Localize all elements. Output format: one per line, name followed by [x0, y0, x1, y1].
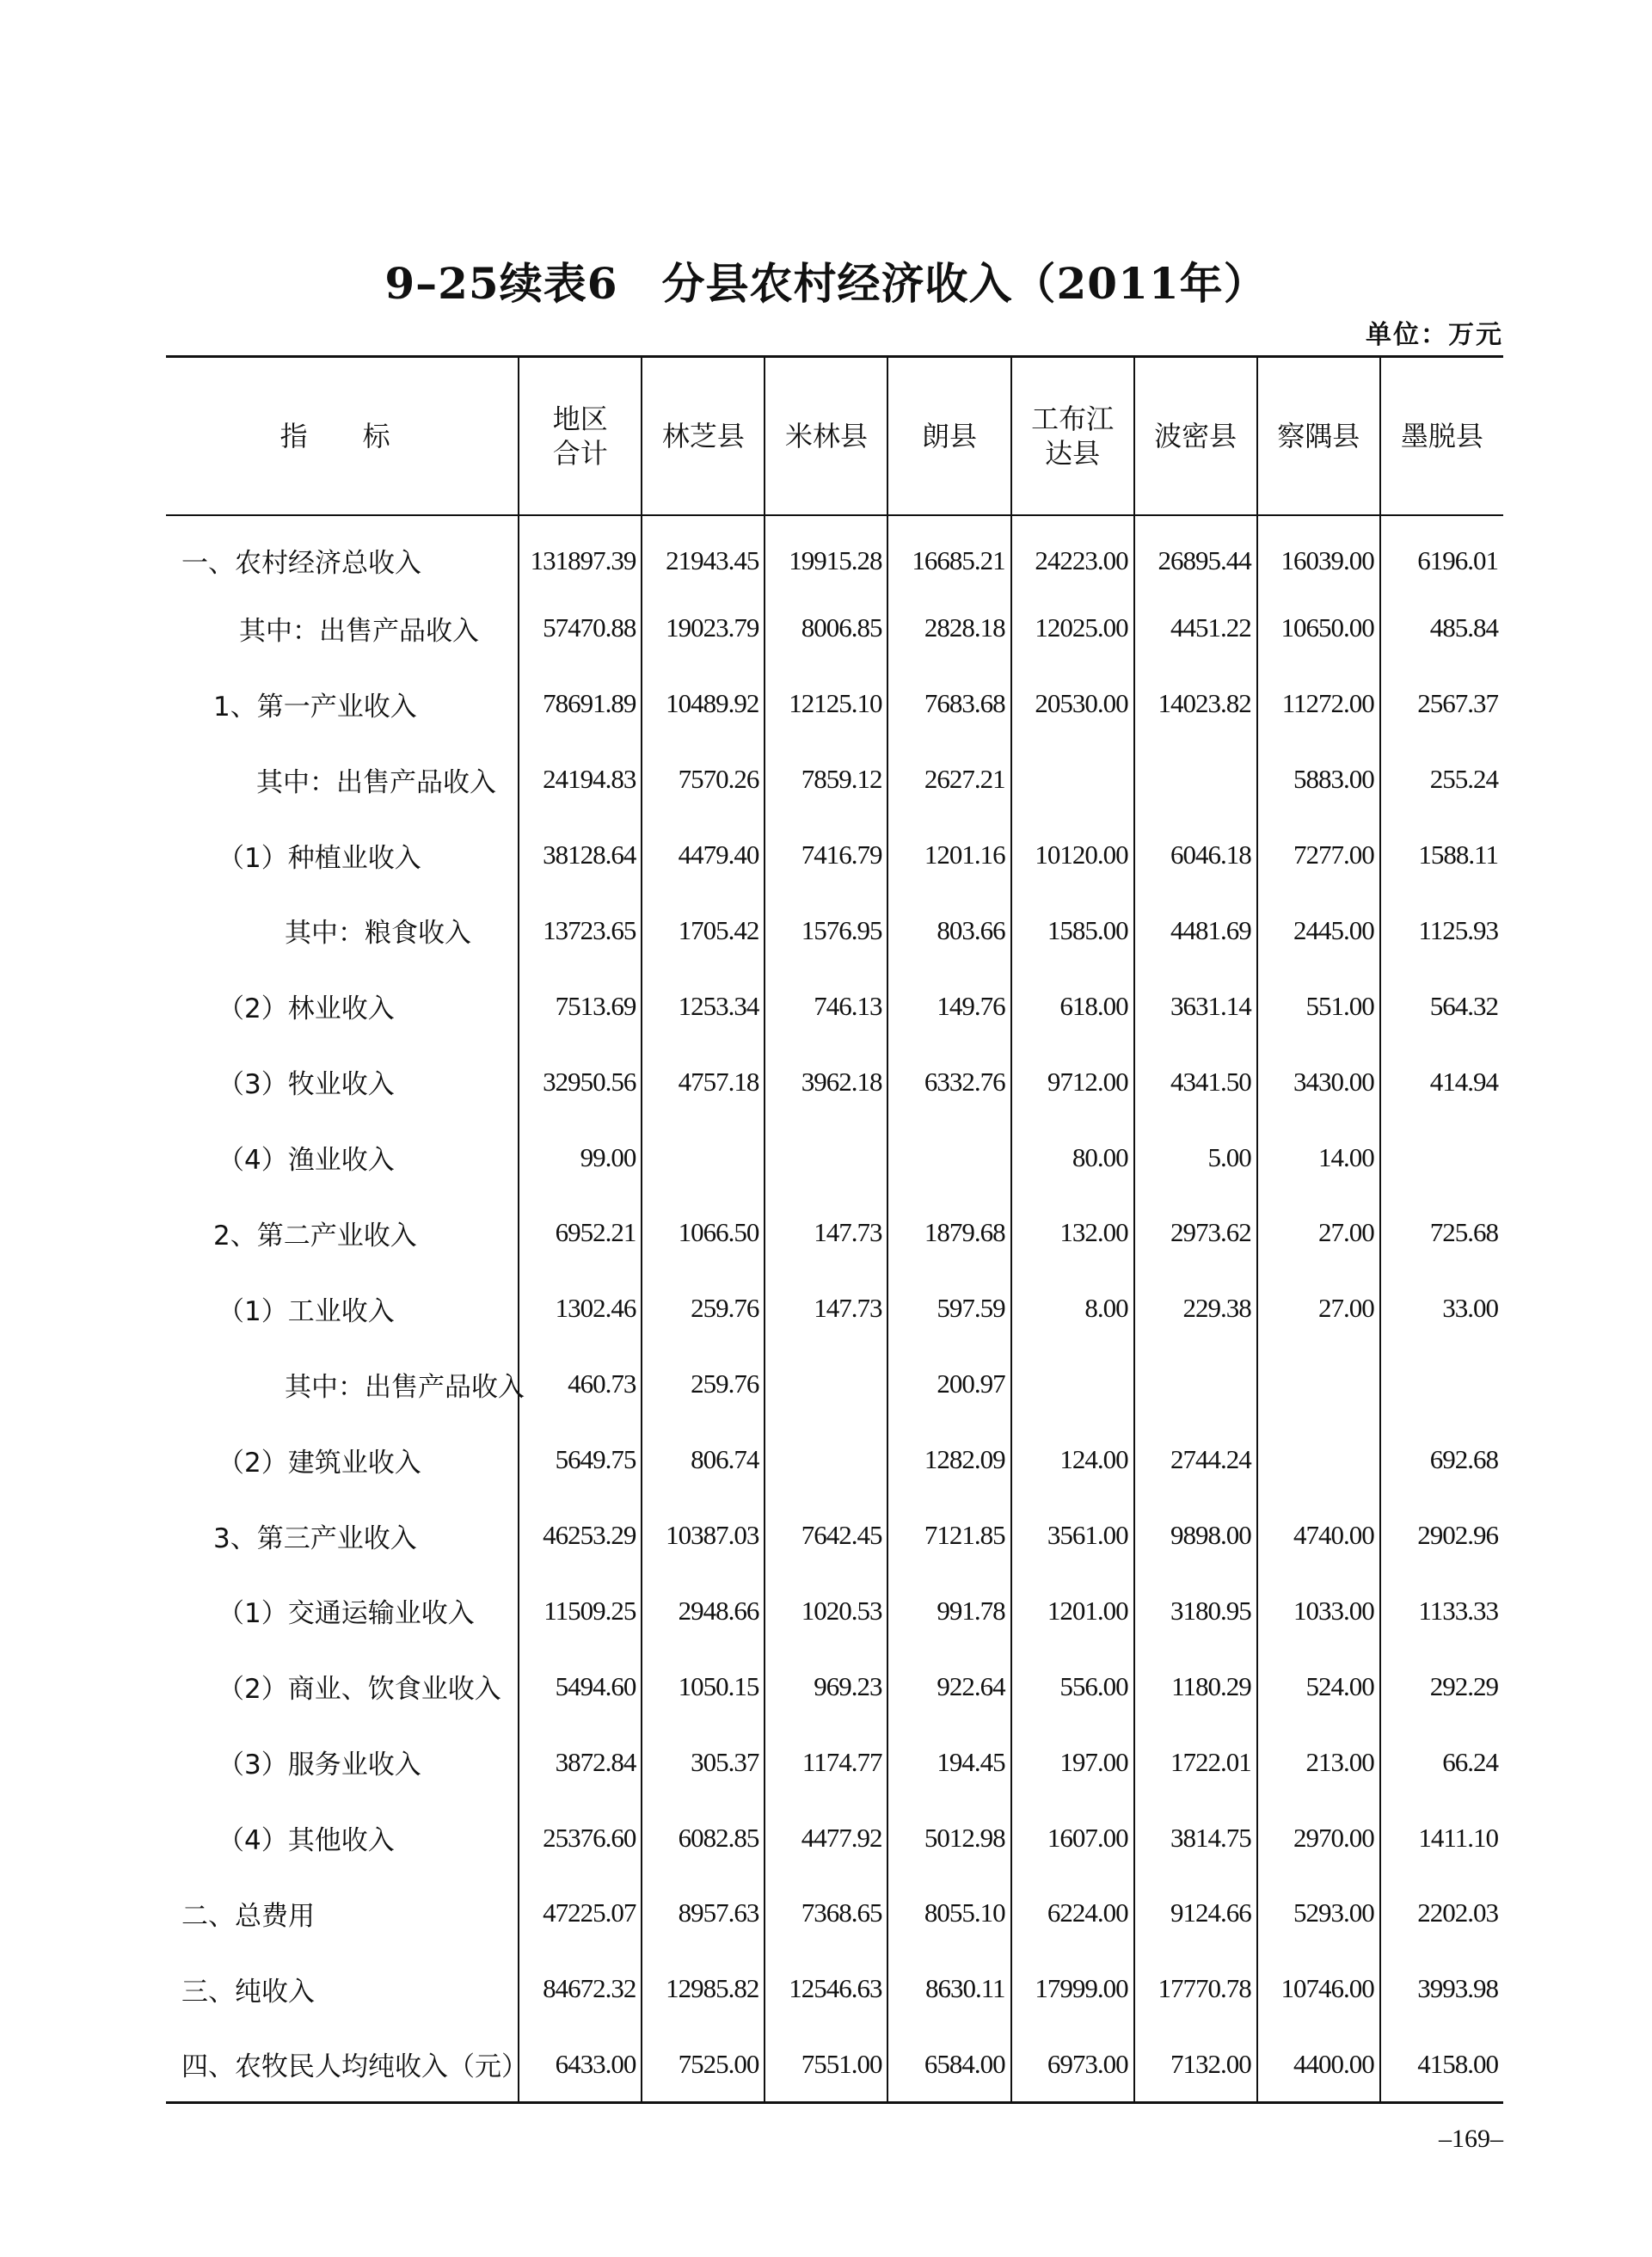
table-cell: 7368.65	[765, 1876, 887, 1952]
table-cell: 24194.83	[519, 741, 642, 817]
table-cell: 259.76	[642, 1346, 765, 1422]
table-cell: 3561.00	[1011, 1497, 1134, 1573]
table-cell: 8957.63	[642, 1876, 765, 1952]
table-cell: 4479.40	[642, 817, 765, 893]
table-cell: 7683.68	[887, 666, 1010, 741]
table-cell: 1879.68	[887, 1196, 1010, 1271]
table-cell	[1011, 1346, 1134, 1422]
table-cell: 969.23	[765, 1649, 887, 1725]
row-label: 其中：出售产品收入	[239, 615, 479, 647]
table-row	[166, 741, 1503, 817]
table-cell: 618.00	[1011, 969, 1134, 1044]
table-cell: 6433.00	[519, 2026, 642, 2102]
table-cell: 10120.00	[1011, 817, 1134, 893]
table-cell: 2973.62	[1134, 1196, 1257, 1271]
table-cell: 1705.42	[642, 893, 765, 969]
table-cell: 197.00	[1011, 1725, 1134, 1800]
row-label: （1）交通运输业收入	[218, 1598, 475, 1630]
table-cell: 132.00	[1011, 1196, 1134, 1271]
table-cell: 1302.46	[519, 1270, 642, 1346]
table-cell: 692.68	[1380, 1422, 1503, 1497]
table-cell: 147.73	[765, 1196, 887, 1271]
table-cell: 7551.00	[765, 2026, 887, 2102]
row-label: （3）服务业收入	[218, 1750, 421, 1781]
table-cell: 4481.69	[1134, 893, 1257, 969]
table-cell	[1134, 1346, 1257, 1422]
table-cell: 485.84	[1380, 590, 1503, 666]
table-cell: 6224.00	[1011, 1876, 1134, 1952]
table-cell: 19915.28	[765, 515, 887, 591]
table-cell: 17999.00	[1011, 1951, 1134, 2026]
table-cell: 147.73	[765, 1270, 887, 1346]
table-cell: 5293.00	[1257, 1876, 1380, 1952]
table-cell: 229.38	[1134, 1270, 1257, 1346]
table-cell: 305.37	[642, 1725, 765, 1800]
table-row	[166, 515, 1503, 591]
table-cell: 27.00	[1257, 1270, 1380, 1346]
table-cell: 1607.00	[1011, 1800, 1134, 1876]
table-cell: 1066.50	[642, 1196, 765, 1271]
table-cell: 10746.00	[1257, 1951, 1380, 2026]
table-cell: 414.94	[1380, 1044, 1503, 1120]
table-cell	[1257, 1346, 1380, 1422]
column-header: 墨脱县	[1380, 357, 1503, 515]
table-cell: 78691.89	[519, 666, 642, 741]
table-row	[166, 1196, 1503, 1271]
table-cell: 3962.18	[765, 1044, 887, 1120]
table-cell: 1050.15	[642, 1649, 765, 1725]
row-label: 三、纯收入	[181, 1976, 315, 2008]
table-cell: 6584.00	[887, 2026, 1010, 2102]
table-cell: 524.00	[1257, 1649, 1380, 1725]
data-table-container	[166, 355, 1503, 2104]
table-cell: 5649.75	[519, 1422, 642, 1497]
row-label: 3、第三产业收入	[213, 1522, 417, 1554]
table-row	[166, 1573, 1503, 1649]
table-cell: 33.00	[1380, 1270, 1503, 1346]
table-row	[166, 1044, 1503, 1120]
row-label: （2）商业、饮食业收入	[218, 1674, 501, 1706]
table-cell: 3180.95	[1134, 1573, 1257, 1649]
table-cell: 2202.03	[1380, 1876, 1503, 1952]
table-cell: 2970.00	[1257, 1800, 1380, 1876]
table-cell: 5012.98	[887, 1800, 1010, 1876]
table-cell: 551.00	[1257, 969, 1380, 1044]
row-label: 1、第一产业收入	[213, 691, 417, 723]
table-cell	[765, 1422, 887, 1497]
page-title: 9–25续表6 分县农村经济收入（2011年）	[384, 258, 1268, 309]
row-label: （4）渔业收入	[218, 1145, 395, 1177]
table-cell: 16039.00	[1257, 515, 1380, 591]
table-cell: 991.78	[887, 1573, 1010, 1649]
table-cell: 38128.64	[519, 817, 642, 893]
table-cell: 200.97	[887, 1346, 1010, 1422]
table-cell	[1380, 1120, 1503, 1196]
table-cell: 8630.11	[887, 1951, 1010, 2026]
table-row	[166, 2026, 1503, 2102]
table-cell: 922.64	[887, 1649, 1010, 1725]
table-cell: 6973.00	[1011, 2026, 1134, 2102]
row-label: 二、总费用	[181, 1900, 315, 1932]
column-header-indicator: 指 标	[166, 357, 519, 515]
table-row	[166, 1120, 1503, 1196]
row-label: 四、农牧民人均纯收入（元）	[166, 2026, 519, 2102]
table-cell: 1125.93	[1380, 893, 1503, 969]
table-cell	[765, 1346, 887, 1422]
table-cell: 14.00	[1257, 1120, 1380, 1196]
table-cell: 2902.96	[1380, 1497, 1503, 1573]
table-cell: 292.29	[1380, 1649, 1503, 1725]
table-cell: 131897.39	[519, 515, 642, 591]
table-cell: 5883.00	[1257, 741, 1380, 817]
table-cell: 6046.18	[1134, 817, 1257, 893]
rural-income-table	[166, 355, 1503, 2104]
table-cell: 6332.76	[887, 1044, 1010, 1120]
table-cell: 8055.10	[887, 1876, 1010, 1952]
table-cell: 1020.53	[765, 1573, 887, 1649]
table-cell: 4341.50	[1134, 1044, 1257, 1120]
table-cell: 3430.00	[1257, 1044, 1380, 1120]
table-cell: 12985.82	[642, 1951, 765, 2026]
table-cell: 24223.00	[1011, 515, 1134, 591]
table-cell: 124.00	[1011, 1422, 1134, 1497]
table-cell: 725.68	[1380, 1196, 1503, 1271]
table-row	[166, 817, 1503, 893]
table-cell: 806.74	[642, 1422, 765, 1497]
column-header: 林芝县	[642, 357, 765, 515]
table-cell: 597.59	[887, 1270, 1010, 1346]
table-cell: 26895.44	[1134, 515, 1257, 591]
table-row	[166, 590, 1503, 666]
row-label: 2、第二产业收入	[213, 1220, 417, 1251]
table-cell: 47225.07	[519, 1876, 642, 1952]
table-cell: 12125.10	[765, 666, 887, 741]
unit-label: 单位：万元	[1366, 320, 1503, 350]
column-header: 米林县	[765, 357, 887, 515]
table-cell: 10387.03	[642, 1497, 765, 1573]
table-body	[166, 515, 1503, 2103]
table-cell: 80.00	[1011, 1120, 1134, 1196]
table-cell: 57470.88	[519, 590, 642, 666]
table-row	[166, 1725, 1503, 1800]
table-cell: 255.24	[1380, 741, 1503, 817]
table-row	[166, 1876, 1503, 1952]
table-cell: 16685.21	[887, 515, 1010, 591]
column-header: 察隅县	[1257, 357, 1380, 515]
table-cell	[1380, 1346, 1503, 1422]
table-cell: 4477.92	[765, 1800, 887, 1876]
table-cell: 3631.14	[1134, 969, 1257, 1044]
table-cell: 7570.26	[642, 741, 765, 817]
table-row	[166, 1649, 1503, 1725]
table-cell: 9712.00	[1011, 1044, 1134, 1120]
table-cell: 7859.12	[765, 741, 887, 817]
table-cell: 1588.11	[1380, 817, 1503, 893]
table-cell: 1282.09	[887, 1422, 1010, 1497]
table-cell: 4740.00	[1257, 1497, 1380, 1573]
table-cell: 213.00	[1257, 1725, 1380, 1800]
table-cell: 7513.69	[519, 969, 642, 1044]
table-cell: 27.00	[1257, 1196, 1380, 1271]
table-cell: 14023.82	[1134, 666, 1257, 741]
table-cell: 32950.56	[519, 1044, 642, 1120]
table-cell: 12025.00	[1011, 590, 1134, 666]
row-label: （4）其他收入	[218, 1825, 395, 1857]
table-cell: 194.45	[887, 1725, 1010, 1800]
table-cell	[765, 1120, 887, 1196]
table-cell	[1134, 741, 1257, 817]
table-cell: 6196.01	[1380, 515, 1503, 591]
table-cell: 7121.85	[887, 1497, 1010, 1573]
column-header: 地区 合计	[519, 357, 642, 515]
column-header: 波密县	[1134, 357, 1257, 515]
table-cell: 2445.00	[1257, 893, 1380, 969]
page-number: –169–	[1439, 2125, 1503, 2153]
table-cell: 2567.37	[1380, 666, 1503, 741]
table-row	[166, 666, 1503, 741]
table-cell: 9124.66	[1134, 1876, 1257, 1952]
row-label: （1）工业收入	[218, 1295, 395, 1327]
row-label: （2）建筑业收入	[218, 1447, 421, 1479]
table-cell	[1257, 1422, 1380, 1497]
table-cell: 10489.92	[642, 666, 765, 741]
table-cell: 12546.63	[765, 1951, 887, 2026]
table-row	[166, 1270, 1503, 1346]
table-cell	[887, 1120, 1010, 1196]
table-cell: 6082.85	[642, 1800, 765, 1876]
table-cell: 4757.18	[642, 1044, 765, 1120]
table-cell: 21943.45	[642, 515, 765, 591]
table-cell: 8.00	[1011, 1270, 1134, 1346]
table-cell: 5.00	[1134, 1120, 1257, 1196]
row-label: 其中：出售产品收入	[256, 766, 496, 798]
table-cell: 7525.00	[642, 2026, 765, 2102]
table-row	[166, 1346, 1503, 1422]
table-cell: 6952.21	[519, 1196, 642, 1271]
table-cell: 2744.24	[1134, 1422, 1257, 1497]
table-header-row	[166, 357, 1503, 515]
table-row	[166, 969, 1503, 1044]
table-cell: 11272.00	[1257, 666, 1380, 741]
table-cell: 1174.77	[765, 1725, 887, 1800]
table-cell: 746.13	[765, 969, 887, 1044]
table-cell: 460.73	[519, 1346, 642, 1422]
table-cell: 17770.78	[1134, 1951, 1257, 2026]
table-cell: 556.00	[1011, 1649, 1134, 1725]
column-header: 朗县	[887, 357, 1010, 515]
table-cell: 1722.01	[1134, 1725, 1257, 1800]
row-label: （3）牧业收入	[218, 1069, 395, 1101]
table-cell: 10650.00	[1257, 590, 1380, 666]
table-cell: 1033.00	[1257, 1573, 1380, 1649]
table-cell: 3993.98	[1380, 1951, 1503, 2026]
table-cell: 7277.00	[1257, 817, 1380, 893]
column-header: 工布江 达县	[1011, 357, 1134, 515]
table-cell: 803.66	[887, 893, 1010, 969]
table-cell: 7642.45	[765, 1497, 887, 1573]
table-cell: 3814.75	[1134, 1800, 1257, 1876]
table-cell: 1585.00	[1011, 893, 1134, 969]
row-label: （2）林业收入	[218, 993, 395, 1025]
table-cell: 5494.60	[519, 1649, 642, 1725]
table-cell: 99.00	[519, 1120, 642, 1196]
table-row	[166, 1951, 1503, 2026]
table-cell: 19023.79	[642, 590, 765, 666]
table-cell: 2948.66	[642, 1573, 765, 1649]
table-cell: 1201.16	[887, 817, 1010, 893]
table-cell: 4158.00	[1380, 2026, 1503, 2102]
table-cell: 46253.29	[519, 1497, 642, 1573]
table-cell: 7132.00	[1134, 2026, 1257, 2102]
table-row	[166, 1497, 1503, 1573]
row-label: 一、农村经济总收入	[181, 548, 421, 580]
table-cell	[1011, 741, 1134, 817]
table-cell: 84672.32	[519, 1951, 642, 2026]
table-cell: 1253.34	[642, 969, 765, 1044]
table-cell: 1411.10	[1380, 1800, 1503, 1876]
table-row	[166, 893, 1503, 969]
table-cell: 25376.60	[519, 1800, 642, 1876]
table-cell: 2828.18	[887, 590, 1010, 666]
table-cell: 1133.33	[1380, 1573, 1503, 1649]
table-cell: 1201.00	[1011, 1573, 1134, 1649]
table-cell: 1180.29	[1134, 1649, 1257, 1725]
table-row	[166, 1800, 1503, 1876]
table-cell	[642, 1120, 765, 1196]
table-cell: 66.24	[1380, 1725, 1503, 1800]
table-cell: 149.76	[887, 969, 1010, 1044]
table-cell: 11509.25	[519, 1573, 642, 1649]
row-label: 其中：粮食收入	[285, 918, 471, 950]
table-cell: 9898.00	[1134, 1497, 1257, 1573]
row-label: （1）种植业收入	[218, 842, 421, 874]
row-label: 其中：出售产品收入	[285, 1371, 525, 1403]
table-cell: 4451.22	[1134, 590, 1257, 666]
table-row	[166, 1422, 1503, 1497]
table-cell: 13723.65	[519, 893, 642, 969]
table-cell: 7416.79	[765, 817, 887, 893]
table-cell: 20530.00	[1011, 666, 1134, 741]
table-cell: 3872.84	[519, 1725, 642, 1800]
table-cell: 564.32	[1380, 969, 1503, 1044]
table-cell: 259.76	[642, 1270, 765, 1346]
table-cell: 1576.95	[765, 893, 887, 969]
table-cell: 8006.85	[765, 590, 887, 666]
table-cell: 2627.21	[887, 741, 1010, 817]
table-cell: 4400.00	[1257, 2026, 1380, 2102]
